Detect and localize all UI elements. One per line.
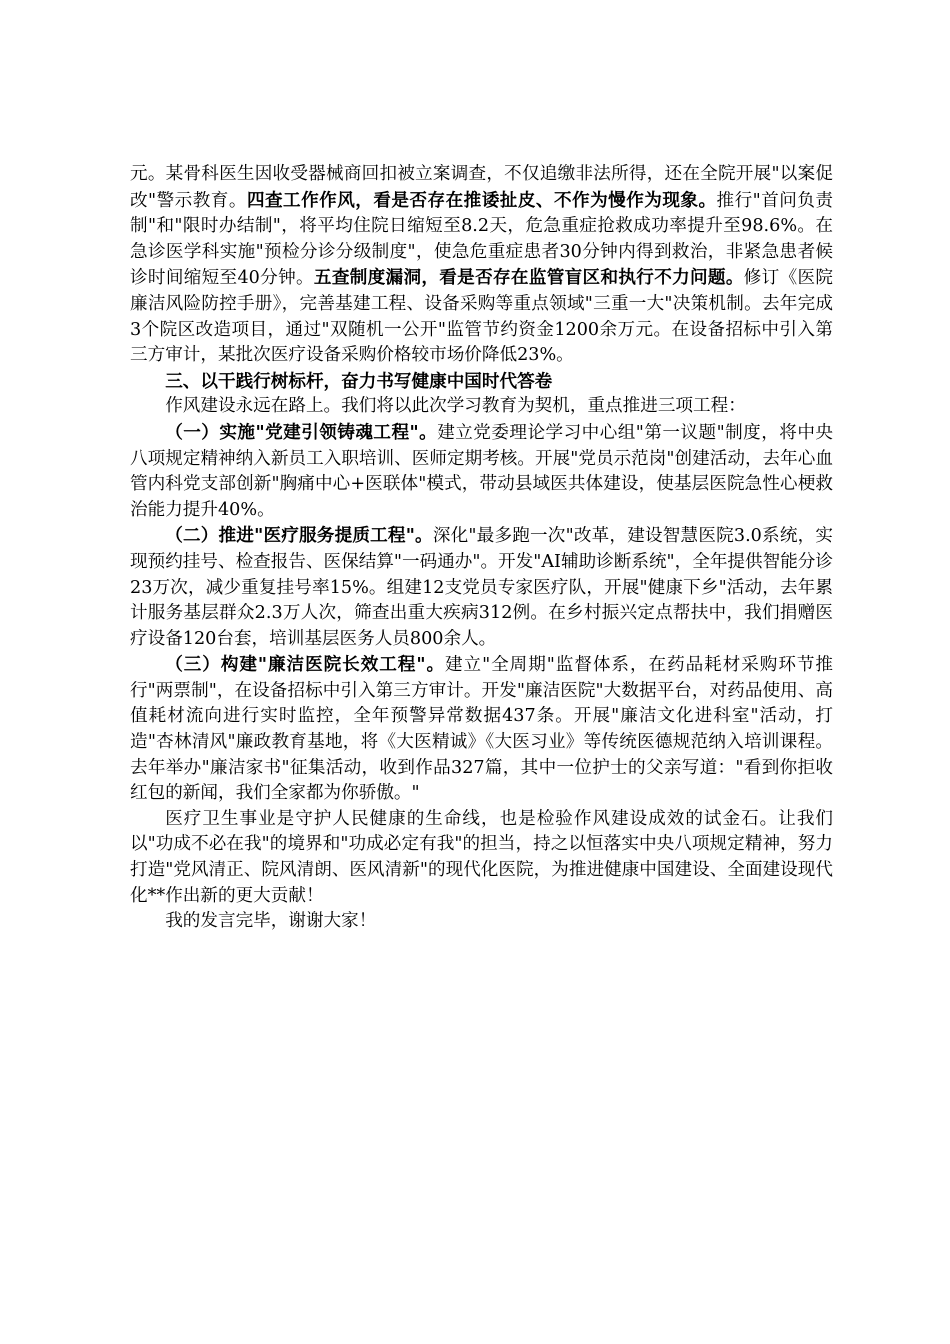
paragraph-fourth-fifth-checks [130, 162, 833, 369]
bold-run-project-one: （一）实施"党建引领铸魂工程"。 [165, 421, 438, 443]
section-heading-three: 三、以干践行树标杆，奋力书写健康中国时代答卷 [165, 370, 553, 392]
text-run: 建立"全周期"监督体系，在药品耗材采购环节推行"两票制"，在设备招标中引入第三方审计。开发"廉洁医院"大数据平台，对药品使用、高值耗材流向进行实时监控，全年预警异常数据437条。开展"廉洁文化进科室"活动，打造"杏林清风"廉政教育基地，将《大医精诚》《大医习业》等传统医德规范纳入培训课程。去年举办"廉洁家书"征集活动，收到作品327篇，其中一位护士的父亲写道："看到你拒收红包的新闻，我们全家都为你骄傲。" [130, 655, 833, 804]
paragraph-project-one [130, 420, 833, 523]
paragraph-closing: 我的发言完毕，谢谢大家！ [165, 911, 377, 932]
paragraph-project-three [130, 652, 833, 807]
text-run: 修订《医院廉洁风险防控手册》，完善基建工程、设备采购等重点领域"三重一大"决策机制。去年完成3个院区改造项目，通过"双随机一公开"监管节约资金1200余万元。在设备招标中引入第三方审计，某批次医疗设备采购价格较市场价降低23%。 [130, 268, 833, 366]
bold-run-fifth-check: 五查制度漏洞，看是否存在监管盲区和执行不力问题。 [313, 267, 744, 289]
text-run: 深化"最多跑一次"改革，建设智慧医院3.0系统，实现预约挂号、检查报告、医保结算"一码通办"。开发"AI辅助诊断系统"，全年提供智能分诊23万次，减少重复挂号率15%。组建12支党员专家医疗队，开展"健康下乡"活动，去年累计服务基层群众2.3万人次，筛查出重大疾病312例。在乡村振兴定点帮扶中，我们捐赠医疗设备120台套，培训基层医务人员800余人。 [130, 526, 833, 649]
text-run: 元。某骨科医生因收受器械商回扣被立案调查，不仅追缴非法所得，还在全院开展"以案促改"警示教育。 [130, 164, 833, 211]
paragraph-conclusion: 医疗卫生事业是守护人民健康的生命线，也是检验作风建设成效的试金石。让我们以"功成不必在我"的境界和"功成必定有我"的担当，持之以恒落实中央八项规定精神，努力打造"党风清正、院风清朗、医风清新"的现代化医院，为推进健康中国建设、全面建设现代化**作出新的更大贡献！ [130, 808, 833, 906]
text-run: 建立党委理论学习中心组"第一议题"制度，将中央八项规定精神纳入新员工入职培训、医师定期考核。开展"党员示范岗"创建活动，去年心血管内科党支部创新"胸痛中心+医联体"模式，带动县域医共体建设，使基层医院急性心梗救治能力提升40%。 [130, 422, 833, 520]
document-page [130, 162, 833, 935]
paragraph-project-two [130, 523, 833, 652]
bold-run-fourth-check: 四查工作作风，看是否存在推诿扯皮、不作为慢作为现象。 [246, 189, 717, 211]
paragraph-intro-three-projects: 作风建设永远在路上。我们将以此次学习教育为契机，重点推进三项工程： [165, 396, 746, 417]
bold-run-project-two: （二）推进"医疗服务提质工程"。 [165, 525, 433, 547]
text-run: 推行"首问负责制"和"限时办结制"，将平均住院日缩短至8.2天，危急重症抢救成功率提升至98.6%。在急诊医学科实施"预检分诊分级制度"，使急危重症患者30分钟内得到救治，非紧急患者候诊时间缩短至40分钟。 [130, 190, 834, 289]
bold-run-project-three: （三）构建"廉洁医院长效工程"。 [165, 654, 446, 676]
